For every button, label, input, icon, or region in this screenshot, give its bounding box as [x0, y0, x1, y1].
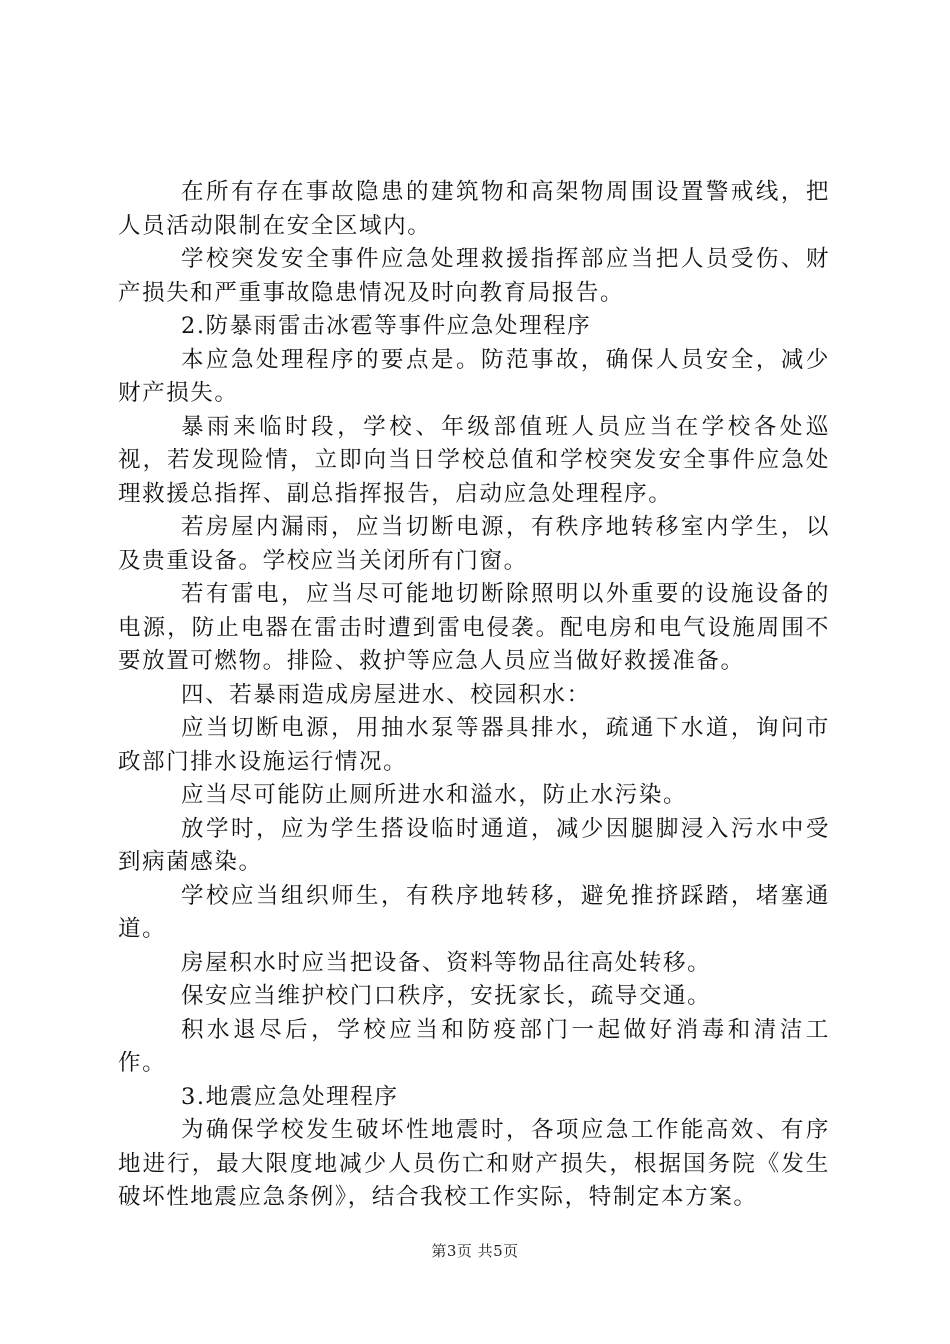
paragraph: 积水退尽后，学校应当和防疫部门一起做好消毒和清洁工作。 — [118, 1016, 830, 1076]
paragraph: 若房屋内漏雨，应当切断电源，有秩序地转移室内学生，以及贵重设备。学校应当关闭所有门窗。 — [118, 514, 830, 574]
paragraph: 暴雨来临时段，学校、年级部值班人员应当在学校各处巡视，若发现险情，立即向当日学校总值和学校突发安全事件应急处理救援总指挥、副总指挥报告，启动应急处理程序。 — [118, 413, 830, 507]
page-number-footer: 第3页 共5页 — [431, 1242, 519, 1260]
section-heading: 3.地震应急处理程序 — [181, 1083, 399, 1110]
paragraph: 保安应当维护校门口秩序，安抚家长，疏导交通。 — [181, 983, 712, 1009]
paragraph: 若有雷电，应当尽可能地切断除照明以外重要的设施设备的电源，防止电器在雷击时遭到雷电侵袭。配电房和电气设施周围不要放置可燃物。排险、救护等应急人员应当做好救援准备。 — [118, 581, 830, 674]
paragraph: 房屋积水时应当把设备、资料等物品往高处转移。 — [181, 949, 712, 976]
paragraph: 学校应当组织师生，有秩序地转移，避免推挤踩踏，堵塞通道。 — [118, 882, 830, 942]
paragraph: 应当切断电源，用抽水泵等器具排水，疏通下水道，询问市政部门排水设施运行情况。 — [118, 715, 830, 775]
paragraph: 本应急处理程序的要点是。防范事故，确保人员安全，减少财产损失。 — [118, 346, 830, 406]
paragraph: 在所有存在事故隐患的建筑物和高架物周围设置警戒线，把人员活动限制在安全区域内。 — [118, 179, 830, 239]
paragraph: 放学时，应为学生搭设临时通道，减少因腿脚浸入污水中受到病菌感染。 — [118, 815, 830, 875]
section-heading: 2.防暴雨雷击冰雹等事件应急处理程序 — [181, 313, 592, 339]
paragraph: 应当尽可能防止厕所进水和溢水，防止水污染。 — [181, 782, 688, 808]
paragraph: 学校突发安全事件应急处理救援指挥部应当把人员受伤、财产损失和严重事故隐患情况及时向教育局报告。 — [118, 246, 830, 306]
document-body — [118, 176, 830, 1215]
subsection-heading: 四、若暴雨造成房屋进水、校园积水： — [181, 681, 591, 708]
paragraph: 为确保学校发生破坏性地震时，各项应急工作能高效、有序地进行，最大限度地减少人员伤亡和财产损失，根据国务院《发生破坏性地震应急条例》，结合我校工作实际，特制定本方案。 — [118, 1117, 830, 1210]
